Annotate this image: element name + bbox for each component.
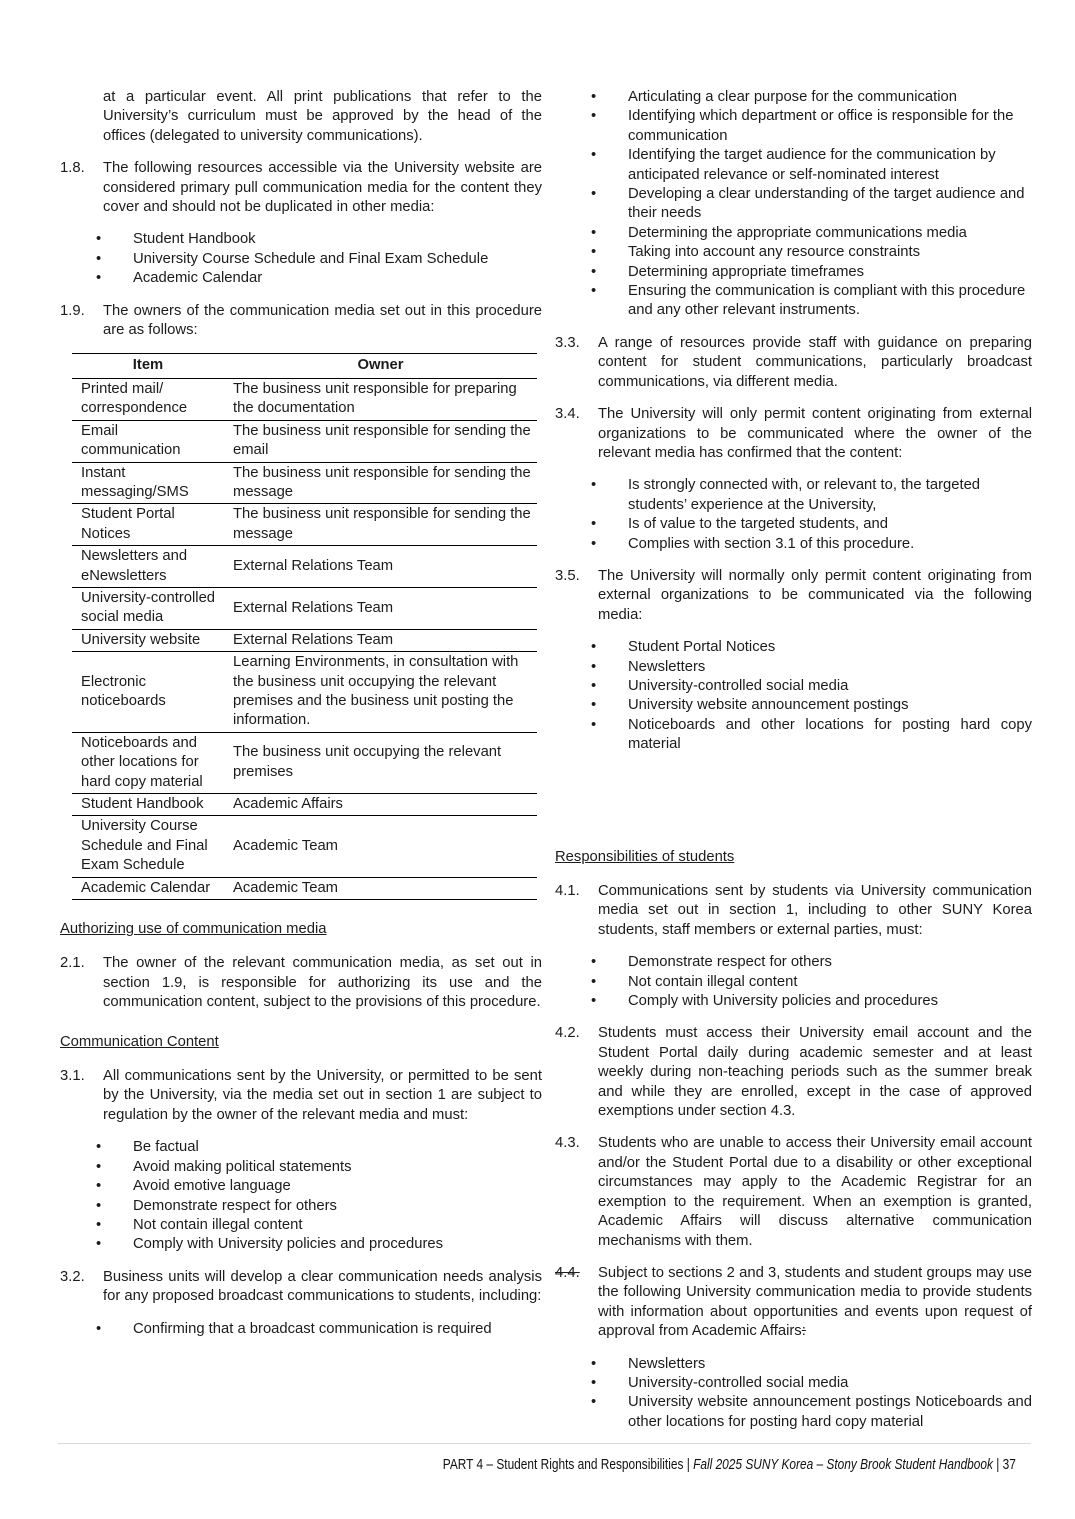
owner-cell: The business unit responsible for preparing the documentation [224, 378, 537, 420]
item-cell: University Course Schedule and Final Exam Schedule [72, 816, 224, 877]
heading-responsibilities-of-students: Responsibilities of students [555, 848, 735, 865]
owner-cell: Academic Affairs [224, 794, 537, 816]
table-row [72, 378, 537, 420]
table-row [72, 652, 537, 733]
bullet-item: • Avoid making political statements [60, 1158, 542, 1177]
section-number: 1.8. [60, 160, 85, 177]
bullet-item: • Determining appropriate timeframes [555, 263, 1032, 282]
owner-cell: External Relations Team [224, 587, 537, 629]
section-2-1 [60, 954, 542, 1012]
owner-cell: Academic Team [224, 877, 537, 899]
section-text: The University will only permit content originating from external organizations to be communicated where the owner of the relevant media has confirmed that the content: [598, 406, 1032, 461]
bullet-item: • Newsletters [555, 1355, 1032, 1374]
bullet-item: • Noticeboards and other locations for posting hard copy material [555, 716, 1032, 755]
left-column [60, 88, 542, 1352]
section-1-8-bullets [60, 230, 542, 288]
section-text: Students who are unable to access their University email account and/or the Student Portal due to a disability or other exceptional circumstances may apply to the Academic Registrar for an exemption to the requirement. When an exemption is granted, Academic Affairs will discuss alternative communication mechanisms with them. [598, 1135, 1032, 1249]
footer-page-number: 37 [1002, 1457, 1016, 1473]
section-4-4 [555, 1264, 1032, 1342]
bullet-item: • Articulating a clear purpose for the communication [555, 88, 1032, 107]
item-cell: Email communication [72, 420, 224, 462]
owner-cell: The business unit occupying the relevant premises [224, 732, 537, 793]
bullet-item: • Not contain illegal content [555, 973, 1032, 992]
section-3-2-bullets [60, 1320, 542, 1339]
footer-separator: | [996, 1457, 1000, 1473]
section-text: Business units will develop a clear communication needs analysis for any proposed broadcast communications to students, including: [103, 1268, 542, 1305]
section-number: 3.2. [60, 1268, 85, 1285]
right-column [555, 88, 1032, 1445]
table-row [72, 587, 537, 629]
bullet-item: • Ensuring the communication is compliant with this procedure and any other relevant instruments. [555, 282, 1032, 321]
struck-colon: : [801, 1323, 806, 1340]
bullet-item: • Determining the appropriate communications media [555, 224, 1032, 243]
section-1-8 [60, 159, 542, 217]
table-row [72, 504, 537, 546]
item-cell: University-controlled social media [72, 587, 224, 629]
bullet-item: • Student Handbook [60, 230, 542, 249]
item-cell: Student Portal Notices [72, 504, 224, 546]
bullet-item: • Comply with University policies and procedures [60, 1235, 542, 1254]
section-text: All communications sent by the University, or permitted to be sent by the University, via the media set out in section 1 are subject to regulation by the owner of the relevant media and must: [103, 1068, 542, 1123]
footer-separator: | [686, 1457, 690, 1473]
table-row [72, 794, 537, 816]
owner-cell: The business unit responsible for sending the message [224, 504, 537, 546]
heading-communication-content: Communication Content [60, 1033, 219, 1050]
item-cell: Noticeboards and other locations for hard copy material [72, 732, 224, 793]
section-number: 3.5. [555, 567, 580, 584]
bullet-item: • University-controlled social media [555, 1374, 1032, 1393]
footer-part-label: PART 4 – Student Rights and Responsibilities [442, 1457, 684, 1473]
table-row [72, 732, 537, 793]
section-3-4-bullets [555, 476, 1032, 554]
owner-cell: External Relations Team [224, 546, 537, 588]
section-4-1-bullets [555, 953, 1032, 1011]
intro-paragraph: at a particular event. All print publications that refer to the University’s curriculum must be approved by the head of the offices (delegated to university communications). [103, 89, 542, 144]
section-3-2 [60, 1268, 542, 1307]
section-number-struck: 4.4. [555, 1264, 580, 1281]
bullet-item: • Demonstrate respect for others [60, 1197, 542, 1216]
bullet-item: • Is of value to the targeted students, and [555, 515, 1032, 534]
owners-table [72, 353, 537, 900]
section-number: 1.9. [60, 302, 85, 319]
bullet-item: • Comply with University policies and procedures [555, 992, 1032, 1011]
bullet-item: • University website announcement postings [555, 696, 1032, 715]
owner-cell: The business unit responsible for sending the email [224, 420, 537, 462]
section-text-main: Subject to sections 2 and 3, students and student groups may use the following University communication media to provide students with information about opportunities and events upon request of approval from Academic Affairs [598, 1264, 1032, 1340]
owner-cell: External Relations Team [224, 629, 537, 651]
item-cell: Newsletters and eNewsletters [72, 546, 224, 588]
bullet-item: • University-controlled social media [555, 677, 1032, 696]
bullet-item: • Not contain illegal content [60, 1216, 542, 1235]
bullet-item: • Identifying which department or office is responsible for the communication [555, 107, 1032, 146]
table-row [72, 546, 537, 588]
section-3-1-bullets [60, 1138, 542, 1254]
table-row [72, 877, 537, 899]
section-text: The owner of the relevant communication media, as set out in section 1.9, is responsible for authorizing its use and the communication content, subject to the provisions of this procedure. [103, 955, 542, 1011]
section-number: 3.1. [60, 1068, 85, 1085]
section-3-5-bullets [555, 638, 1032, 754]
section-3-3 [555, 334, 1032, 392]
section-text: Communications sent by students via University communication media set out in section 1, including to other SUNY Korea students, staff members or external parties, must: [598, 883, 1032, 938]
section-text: The owners of the communication media set out in this procedure are as follows: [103, 302, 542, 339]
column-whitespace [555, 768, 1032, 828]
item-cell: University website [72, 629, 224, 651]
section-number: 4.2. [555, 1025, 580, 1042]
section-number: 2.1. [60, 955, 85, 972]
section-4-2 [555, 1024, 1032, 1121]
bullet-item: • Academic Calendar [60, 269, 542, 288]
section-3-5 [555, 567, 1032, 625]
section-4-1 [555, 882, 1032, 940]
section-1-9 [60, 302, 542, 341]
section-3-1 [60, 1067, 542, 1125]
bullet-item: • Developing a clear understanding of the target audience and their needs [555, 185, 1032, 224]
section-text: The University will normally only permit content originating from external organizations to be communicated via the following media: [598, 567, 1032, 623]
section-number: 3.4. [555, 406, 580, 423]
table-row [72, 420, 537, 462]
bullet-item: • Is strongly connected with, or relevant to, the targeted students’ experience at the University, [555, 476, 1032, 515]
bullet-item: • Student Portal Notices [555, 638, 1032, 657]
owner-cell: The business unit responsible for sending the message [224, 462, 537, 504]
section-3-2-bullets-continued [555, 88, 1032, 321]
bullet-item: • University website announcement postings Noticeboards and other locations for posting hard copy material [555, 1393, 1032, 1432]
table-row [72, 462, 537, 504]
bullet-item: • Newsletters [555, 658, 1032, 677]
item-cell: Printed mail/ correspondence [72, 378, 224, 420]
owner-cell: Academic Team [224, 816, 537, 877]
bullet-item: • Identifying the target audience for the communication by anticipated relevance or self-nominated interest [555, 146, 1032, 185]
bullet-item: • Avoid emotive language [60, 1177, 542, 1196]
page-footer [443, 1456, 1016, 1475]
owner-cell: Learning Environments, in consultation with the business unit occupying the relevant premises and the business unit posting the information. [224, 652, 537, 733]
item-cell: Academic Calendar [72, 877, 224, 899]
section-text: A range of resources provide staff with guidance on preparing content for student communications, particularly broadcast communications, via different media. [598, 334, 1032, 390]
item-cell: Instant messaging/SMS [72, 462, 224, 504]
section-text: The following resources accessible via the University website are considered primary pull communication media for the content they cover and should not be duplicated in other media: [103, 160, 542, 216]
bullet-item: • Taking into account any resource constraints [555, 243, 1032, 262]
item-cell: Student Handbook [72, 794, 224, 816]
table-row [72, 816, 537, 877]
section-4-3 [555, 1134, 1032, 1250]
section-number: 4.1. [555, 883, 580, 899]
bullet-item: • Be factual [60, 1138, 542, 1157]
table-header-row [72, 354, 537, 378]
heading-authorizing-use: Authorizing use of communication media [60, 921, 327, 938]
bullet-item: • Confirming that a broadcast communication is required [60, 1320, 542, 1339]
section-text: Students must access their University email account and the Student Portal daily during academic semester and at least weekly during non-teaching periods such as the summer break and while they are enrolled, except in the case of approved exemptions under section 4.3. [598, 1025, 1032, 1120]
section-3-4 [555, 405, 1032, 463]
column-header-item: Item [72, 354, 224, 378]
column-header-owner: Owner [224, 354, 537, 378]
bullet-item: • University Course Schedule and Final Exam Schedule [60, 250, 542, 269]
table-row [72, 629, 537, 651]
section-4-4-bullets [555, 1355, 1032, 1433]
section-number: 3.3. [555, 334, 580, 351]
section-number: 4.3. [555, 1135, 580, 1152]
footer-divider [58, 1443, 1031, 1444]
bullet-item: • Complies with section 3.1 of this procedure. [555, 535, 1032, 554]
section-text [598, 1264, 1032, 1342]
item-cell: Electronic noticeboards [72, 652, 224, 733]
footer-handbook-title: Fall 2025 SUNY Korea – Stony Brook Student Handbook [693, 1457, 994, 1473]
bullet-item: • Demonstrate respect for others [555, 953, 1032, 972]
